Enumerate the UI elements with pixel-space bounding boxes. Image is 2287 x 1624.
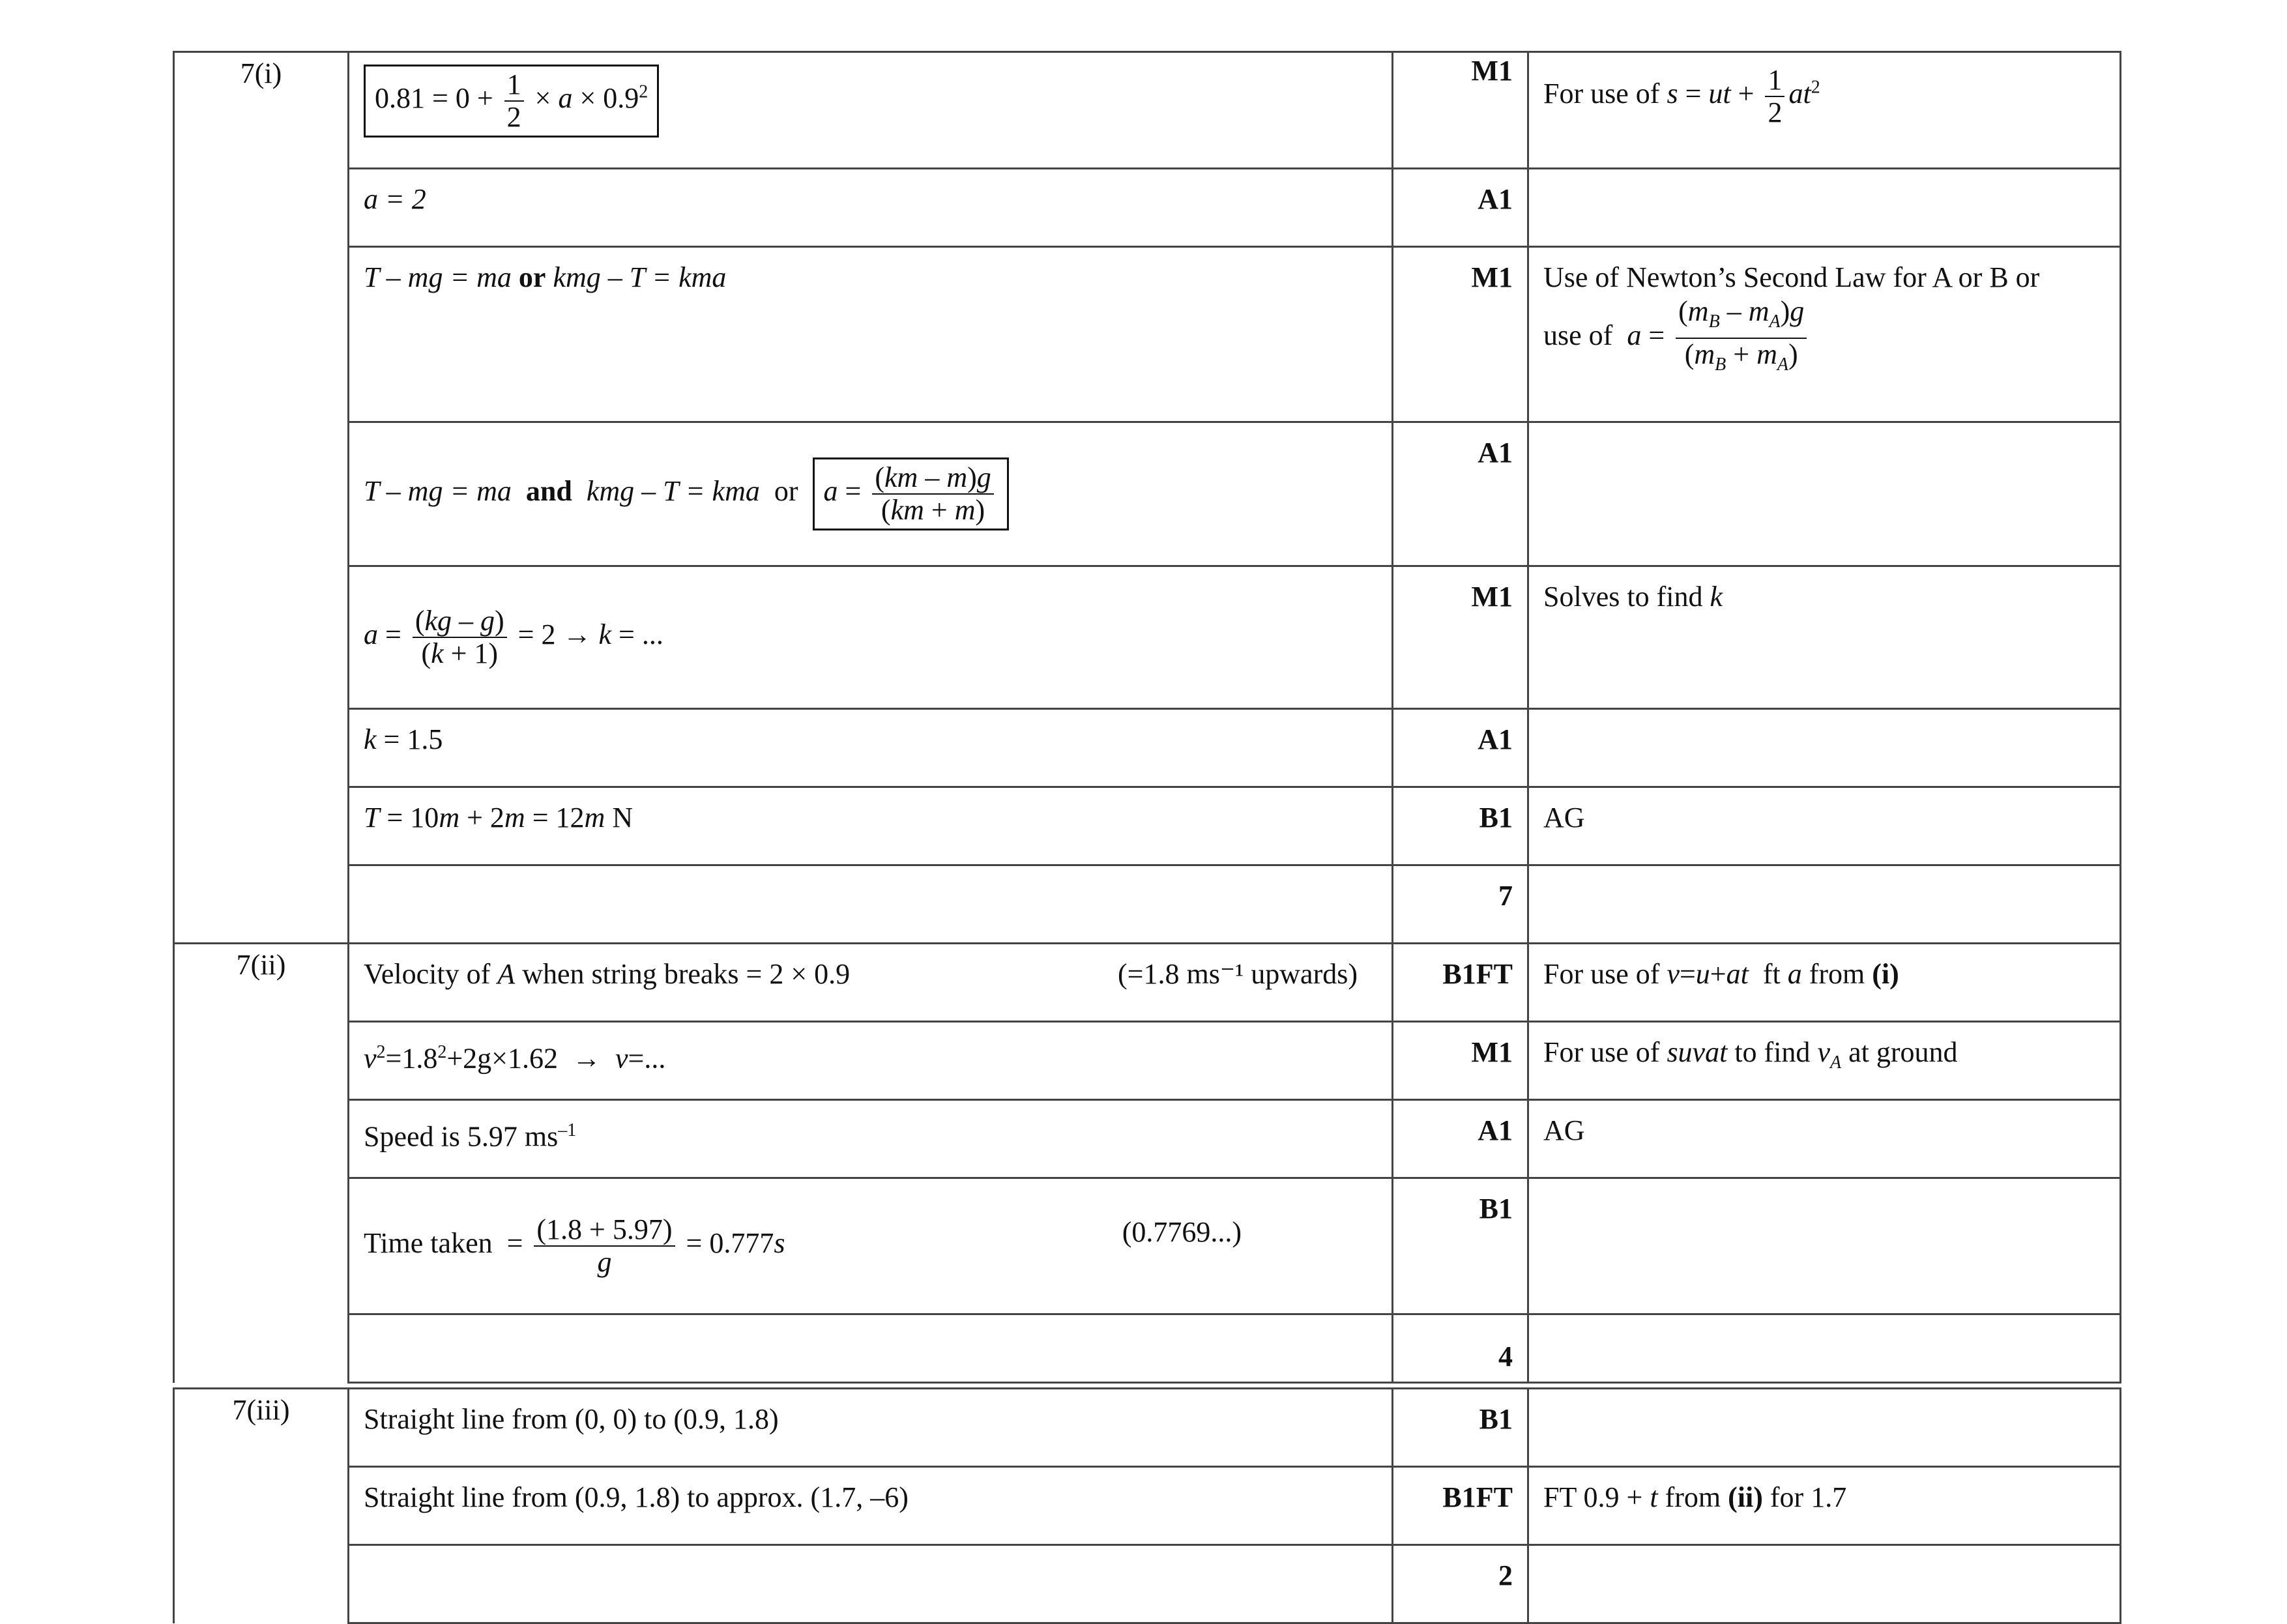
answer-cell: Velocity of A when string breaks = 2 × 0.9 (=1.8 ms⁻¹ upwards) bbox=[349, 944, 1393, 1022]
answer-cell: Straight line from (0, 0) to (0.9, 1.8) bbox=[349, 1389, 1393, 1467]
section-gap bbox=[174, 1383, 2121, 1389]
table-row bbox=[174, 52, 2121, 169]
guidance-cell: FT 0.9 + t from (ii) for 1.7 bbox=[1528, 1467, 2121, 1545]
table-row bbox=[174, 422, 2121, 566]
table-row bbox=[174, 247, 2121, 422]
mark-cell: B1FT bbox=[1393, 944, 1528, 1022]
mark-cell: M1 bbox=[1393, 247, 1528, 422]
guidance-cell: For use of suvat to find $v_A$ at ground bbox=[1528, 1022, 2121, 1100]
total-mark-cell: 2 bbox=[1393, 1545, 1528, 1623]
answer-cell bbox=[349, 422, 1393, 566]
mark-cell: B1 bbox=[1393, 1178, 1528, 1314]
table-row bbox=[174, 787, 2121, 865]
table-row bbox=[174, 1100, 2121, 1178]
answer-cell: a = $\frac{(kg - g)}{(k + 1)}$ = 2 → k = ... bbox=[349, 566, 1393, 709]
mark-cell: M1 bbox=[1393, 1022, 1528, 1100]
answer-note: (=1.8 ms⁻¹ upwards) bbox=[1118, 958, 1358, 990]
answer-cell bbox=[349, 52, 1393, 169]
mark-cell: A1 bbox=[1393, 169, 1528, 247]
guidance-cell bbox=[1528, 709, 2121, 787]
answer-note: (0.7769...) bbox=[1122, 1216, 1242, 1248]
answer-cell bbox=[349, 169, 1393, 247]
question-number: 7(iii) bbox=[174, 1389, 349, 1623]
answer-connector: or bbox=[774, 475, 798, 508]
answer-text: kmg – T = kma bbox=[553, 261, 727, 293]
guidance-cell bbox=[1528, 422, 2121, 566]
table-row bbox=[174, 944, 2121, 1022]
guidance-cell: AG bbox=[1528, 787, 2121, 865]
guidance-cell bbox=[1528, 1389, 2121, 1467]
mark-cell: B1 bbox=[1393, 787, 1528, 865]
bracketed-expression: 0.81 = 0 + $\frac{1}{2}$ × $a \times 0.9^2$ bbox=[364, 65, 659, 138]
guidance-formula: use of a = $\frac{(m_B - m_A)g}{(m_B + m_A)}$ bbox=[1543, 296, 2105, 381]
mark-cell: A1 bbox=[1393, 1100, 1528, 1178]
mark-cell: B1 bbox=[1393, 1389, 1528, 1467]
answer-text: kmg – T = kma bbox=[586, 475, 760, 508]
guidance-cell bbox=[1528, 247, 2121, 422]
answer-cell: Straight line from (0.9, 1.8) to approx. (1.7, –6) bbox=[349, 1467, 1393, 1545]
guidance-cell bbox=[1528, 1314, 2121, 1383]
mark-cell: B1FT bbox=[1393, 1467, 1528, 1545]
table-row bbox=[174, 1467, 2121, 1545]
table-row bbox=[174, 1545, 2121, 1623]
table-row bbox=[174, 1314, 2121, 1383]
answer-text: T – mg = ma bbox=[364, 475, 512, 508]
table-row bbox=[174, 566, 2121, 709]
table-row bbox=[174, 1022, 2121, 1100]
bracketed-expression: a = $\frac{(km - m)g}{(km + m)}$ bbox=[813, 457, 1009, 530]
table-row bbox=[174, 1178, 2121, 1314]
guidance-cell bbox=[1528, 1178, 2121, 1314]
question-number: 7(i) bbox=[174, 52, 349, 944]
answer-cell: Time taken = $\frac{(1.8 + 5.97)}{g}$ = 0.777s (0.7769...) bbox=[349, 1178, 1393, 1314]
table-row bbox=[174, 1389, 2121, 1467]
guidance-cell bbox=[1528, 169, 2121, 247]
guidance-cell: For use of s = ut + $\frac{1}{2}$ $at^2$ bbox=[1528, 52, 2121, 169]
answer-text: a = 2 bbox=[364, 183, 426, 215]
question-number: 7(ii) bbox=[174, 944, 349, 1383]
table-row bbox=[174, 709, 2121, 787]
mark-cell: A1 bbox=[1393, 709, 1528, 787]
mark-cell: A1 bbox=[1393, 422, 1528, 566]
guidance-cell: AG bbox=[1528, 1100, 2121, 1178]
guidance-text: Use of Newton’s Second Law for A or B or bbox=[1543, 261, 2040, 293]
answer-cell bbox=[349, 1545, 1393, 1623]
answer-cell: k = 1.5 bbox=[349, 709, 1393, 787]
answer-cell: Speed is 5.97 $ms^{-1}$ bbox=[349, 1100, 1393, 1178]
answer-cell bbox=[349, 865, 1393, 944]
answer-text: T – mg = ma bbox=[364, 261, 512, 293]
mark-scheme bbox=[173, 51, 2119, 1624]
table-row bbox=[174, 169, 2121, 247]
answer-cell: T = 10m + 2m = 12m N bbox=[349, 787, 1393, 865]
mark-cell: M1 bbox=[1393, 566, 1528, 709]
mark-cell: M1 bbox=[1393, 52, 1528, 169]
guidance-cell: Solves to find k bbox=[1528, 566, 2121, 709]
total-mark-cell: 4 bbox=[1393, 1314, 1528, 1383]
answer-cell: $v^2=1.8^2+2g\times 1.62 \to v=$... bbox=[349, 1022, 1393, 1100]
table-row bbox=[174, 865, 2121, 944]
guidance-cell bbox=[1528, 1545, 2121, 1623]
total-mark-cell: 7 bbox=[1393, 865, 1528, 944]
guidance-cell: For use of v=u+at ft a from (i) bbox=[1528, 944, 2121, 1022]
answer-connector: or bbox=[518, 261, 546, 293]
mark-scheme-table bbox=[173, 51, 2121, 1624]
guidance-cell bbox=[1528, 865, 2121, 944]
answer-cell bbox=[349, 247, 1393, 422]
answer-cell bbox=[349, 1314, 1393, 1383]
answer-connector: and bbox=[525, 475, 572, 508]
